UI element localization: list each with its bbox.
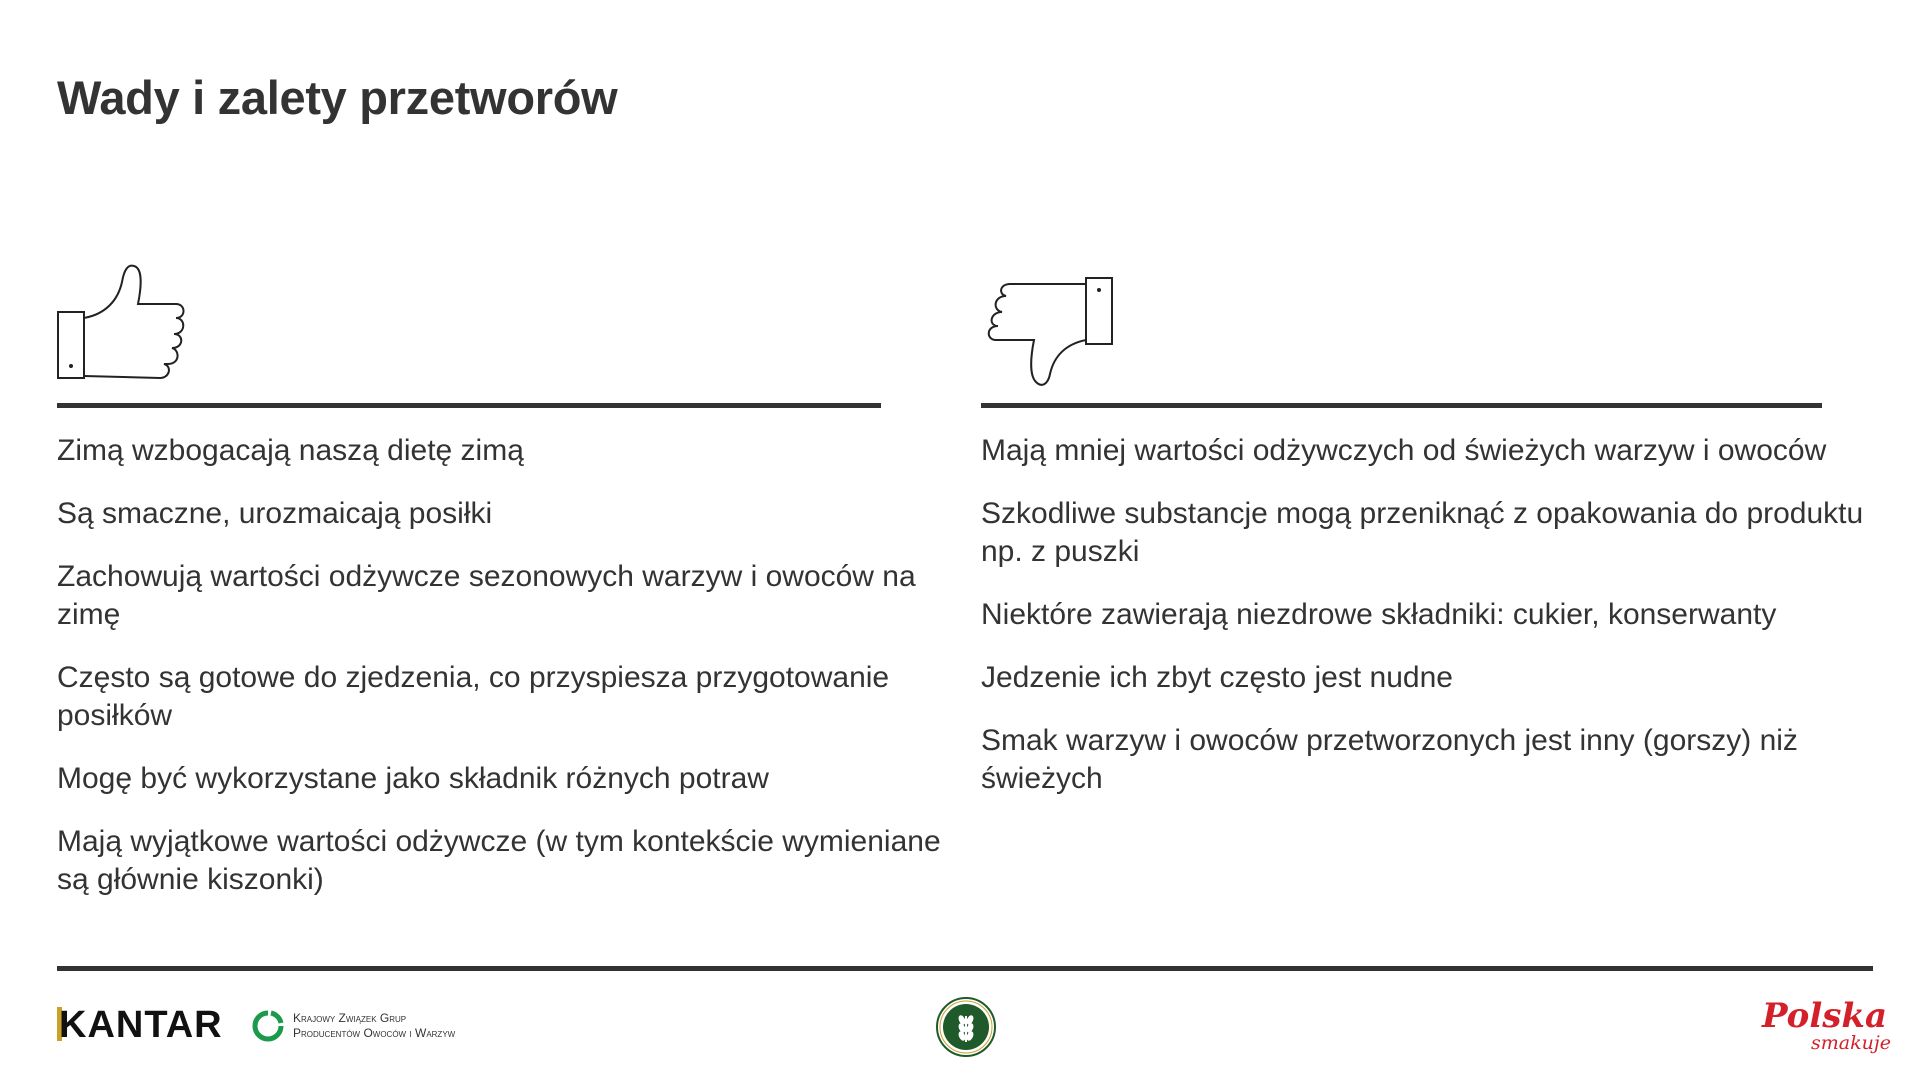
list-item: Mają mniej wartości odżywczych od świeżych warzyw i owoców bbox=[981, 434, 1827, 467]
list-item: Często są gotowe do zjedzenia, co przyspiesza przygotowanie posiłków bbox=[57, 661, 890, 732]
kantar-logo: KANTAR bbox=[59, 1004, 223, 1046]
kzgp-logo: Krajowy Związek Grup Producentów Owoców i Warzyw bbox=[251, 1008, 455, 1044]
list-item: Smak warzyw i owoców przetworzonych jest inny (gorszy) niż świeżych bbox=[981, 724, 1798, 795]
list-item: Mogę być wykorzystane jako składnik różnych potraw bbox=[57, 762, 769, 795]
footer-divider bbox=[57, 966, 1873, 971]
thumbs-up-icon bbox=[56, 262, 192, 384]
disadvantages-divider bbox=[981, 403, 1822, 408]
kzgp-emblem-icon bbox=[251, 1009, 285, 1043]
page-title: Wady i zalety przetworów bbox=[57, 71, 618, 124]
list-item: Zimą wzbogacają naszą dietę zimą bbox=[57, 434, 524, 467]
list-item: Jedzenie ich zbyt często jest nudne bbox=[981, 661, 1453, 694]
thumbs-down-icon bbox=[980, 276, 1116, 398]
list-item: Są smaczne, urozmaicają posiłki bbox=[57, 497, 493, 530]
disadvantages-list bbox=[981, 432, 1881, 823]
list-item: Niektóre zawierają niezdrowe składniki: cukier, konserwanty bbox=[981, 598, 1777, 631]
advantages-list bbox=[57, 432, 957, 924]
advantages-divider bbox=[57, 403, 881, 408]
list-item: Mają wyjątkowe wartości odżywcze (w tym kontekście wymieniane są głównie kiszonki) bbox=[57, 825, 941, 896]
ministry-seal-icon bbox=[935, 996, 997, 1058]
list-item: Zachowują wartości odżywcze sezonowych warzyw i owoców na zimę bbox=[57, 560, 916, 631]
polska-smakuje-logo: Polska smakuje bbox=[1762, 996, 1891, 1054]
list-item: Szkodliwe substancje mogą przeniknąć z opakowania do produktu np. z puszki bbox=[981, 497, 1864, 568]
